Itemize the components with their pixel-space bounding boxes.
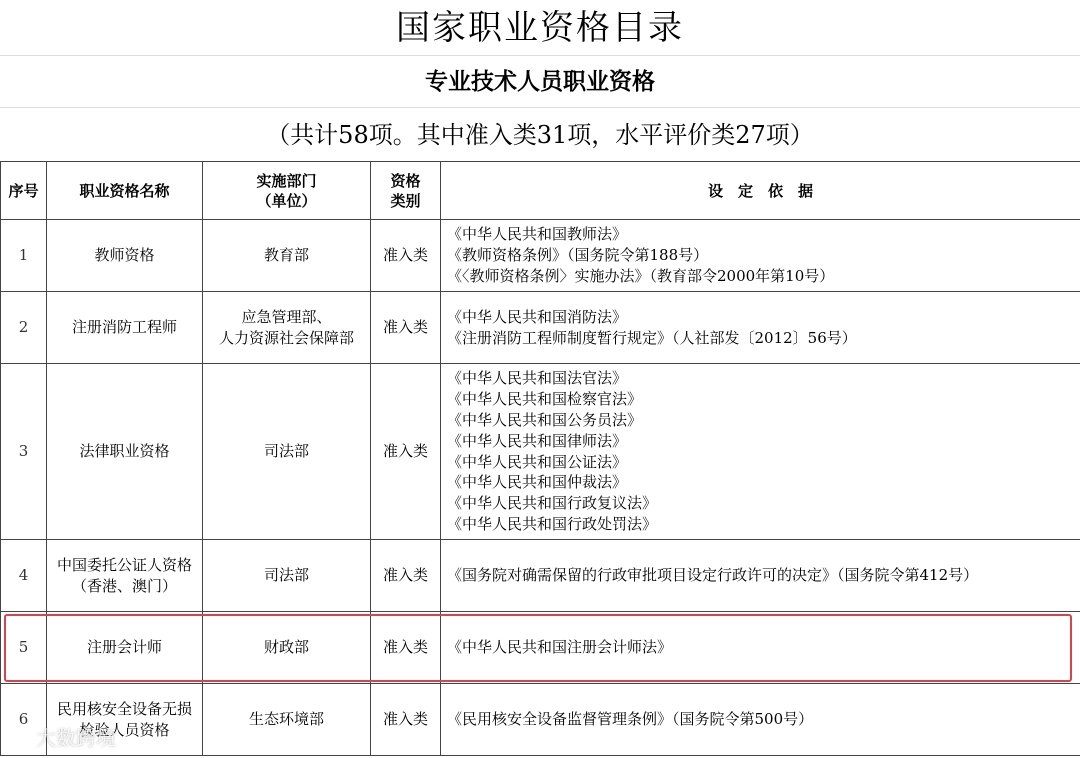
qualification-table [0, 161, 1080, 756]
department-line: 生态环境部 [248, 710, 324, 728]
department-line: 教育部 [263, 246, 309, 264]
qualification-name-line: 注册会计师 [86, 638, 162, 656]
department-line: 财政部 [263, 638, 309, 656]
cell-department [203, 612, 371, 684]
cell-category: 准入类 [371, 292, 441, 364]
cell-category: 准入类 [371, 364, 441, 540]
document-title: 国家职业资格目录 [0, 0, 1080, 56]
table-row [1, 540, 1080, 612]
department-line: 应急管理部、 [241, 307, 332, 326]
header-dept-line1: 实施部门 [256, 171, 317, 190]
header-category-line1: 资格 [390, 171, 421, 190]
basis-line: 《中华人民共和国仲裁法》 [447, 473, 628, 492]
basis-line: 《中华人民共和国教师法》 [447, 225, 628, 244]
cell-category: 准入类 [371, 220, 441, 292]
cell-qualification-name [47, 220, 203, 292]
header-basis: 设 定 依 据 [441, 162, 1080, 220]
cell-basis [441, 540, 1080, 612]
basis-line: 《中华人民共和国检察官法》 [447, 390, 643, 409]
cell-seq: 6 [1, 684, 47, 756]
cell-basis [441, 220, 1080, 292]
cell-category: 准入类 [371, 540, 441, 612]
cell-category: 准入类 [371, 612, 441, 684]
cell-seq: 3 [1, 364, 47, 540]
cell-department [203, 540, 371, 612]
basis-line: 《中华人民共和国公证法》 [447, 452, 628, 471]
basis-line: 《国务院对确需保留的行政审批项目设定行政许可的决定》（国务院令第412号） [447, 566, 979, 585]
qualification-name-line: 民用核安全设备无损 [56, 699, 192, 718]
cell-qualification-name [47, 364, 203, 540]
header-dept [203, 162, 371, 220]
watermark-logo-icon [6, 725, 32, 749]
cell-qualification-name [47, 292, 203, 364]
cell-basis [441, 364, 1080, 540]
table-row [1, 292, 1080, 364]
basis-line: 《民用核安全设备监督管理条例》（国务院令第500号） [447, 710, 814, 729]
basis-line: 《注册消防工程师制度暂行规定》（人社部发〔2012〕56号） [447, 328, 857, 347]
cell-qualification-name [47, 540, 203, 612]
cell-qualification-name [47, 612, 203, 684]
table-header-row [1, 162, 1080, 220]
header-category-line2: 类别 [390, 191, 421, 210]
cell-seq: 1 [1, 220, 47, 292]
basis-line: 《中华人民共和国法官法》 [447, 369, 628, 388]
cell-basis [441, 612, 1080, 684]
qualification-name-line: 中国委托公证人资格 [56, 555, 192, 574]
qualification-name-line: 注册消防工程师 [71, 318, 177, 336]
header-category [371, 162, 441, 220]
header-seq: 序号 [1, 162, 47, 220]
summary-line: （共计58项。其中准入类31项，水平评价类27项） [266, 121, 814, 149]
department-line: 司法部 [263, 566, 309, 584]
cell-seq: 5 [1, 612, 47, 684]
basis-line: 《中华人民共和国消防法》 [447, 307, 628, 326]
document-subtitle: 专业技术人员职业资格 [0, 56, 1080, 108]
cell-basis [441, 292, 1080, 364]
watermark [6, 722, 116, 751]
qualification-name-line: （香港、澳门） [71, 576, 177, 595]
cell-seq: 2 [1, 292, 47, 364]
cell-department [203, 364, 371, 540]
cell-department [203, 292, 371, 364]
basis-line: 《中华人民共和国行政复议法》 [447, 494, 658, 513]
qualification-name-line: 法律职业资格 [79, 442, 170, 460]
basis-line: 《中华人民共和国公务员法》 [447, 410, 643, 429]
basis-line: 《中华人民共和国注册会计师法》 [447, 638, 673, 657]
cell-basis [441, 684, 1080, 756]
header-dept-line2: （单位） [256, 191, 317, 210]
table-row [1, 612, 1080, 684]
cell-seq: 4 [1, 540, 47, 612]
table-row [1, 364, 1080, 540]
basis-line: 《教师资格条例》（国务院令第188号） [447, 246, 709, 265]
header-name: 职业资格名称 [47, 162, 203, 220]
basis-line: 《〈教师资格条例〉实施办法》（教育部令2000年第10号） [447, 266, 835, 285]
table-row [1, 220, 1080, 292]
qualification-name-line: 教师资格 [94, 246, 155, 264]
basis-line: 《中华人民共和国律师法》 [447, 431, 628, 450]
basis-line: 《中华人民共和国行政处罚法》 [447, 514, 658, 533]
watermark-text: 大数跨境 [36, 726, 116, 750]
department-line: 司法部 [263, 442, 309, 460]
cell-department [203, 684, 371, 756]
department-line: 人力资源社会保障部 [218, 328, 354, 347]
cell-department [203, 220, 371, 292]
cell-category: 准入类 [371, 684, 441, 756]
table-row [1, 684, 1080, 756]
qualification-name-line: 检验人员资格 [79, 720, 170, 739]
